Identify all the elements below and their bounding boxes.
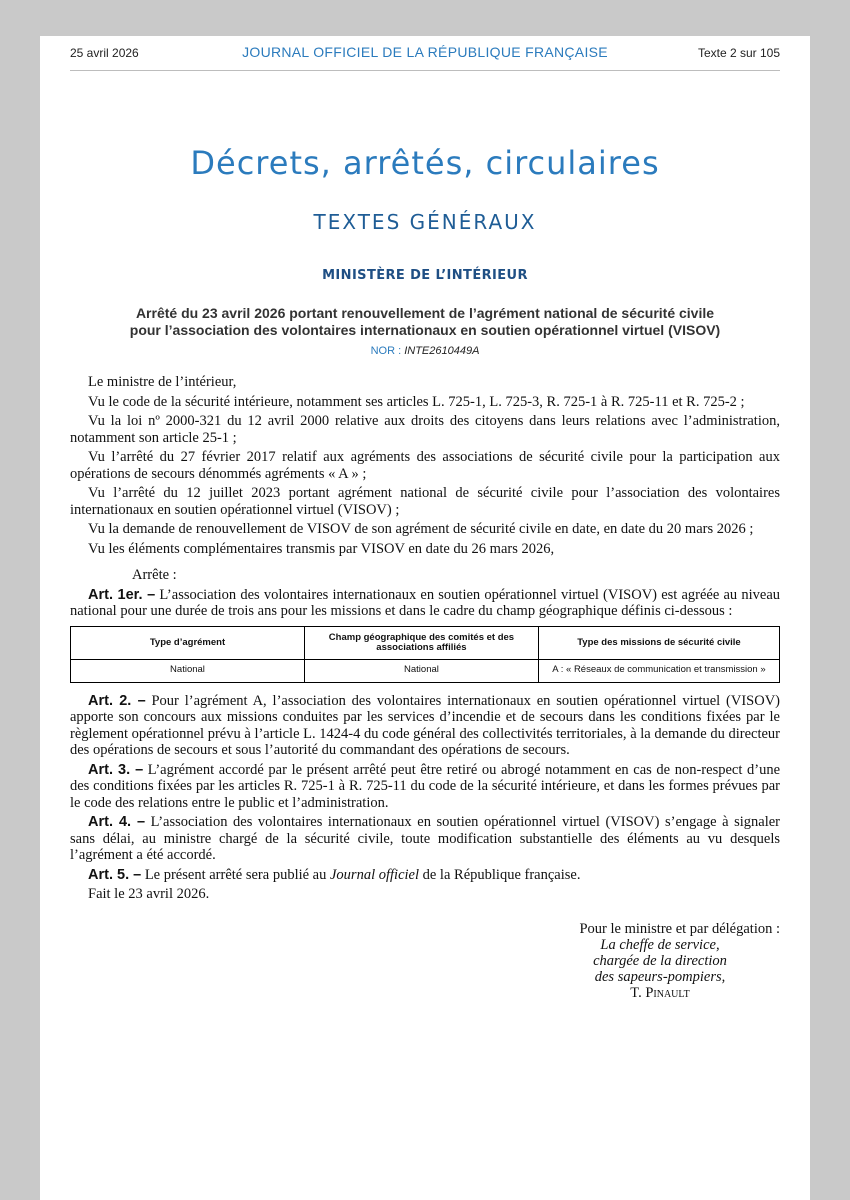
- section-title: Décrets, arrêtés, circulaires: [190, 144, 660, 182]
- article-2: [70, 693, 780, 759]
- table-header-cell: Type des missions de sécurité civile: [538, 626, 779, 659]
- article-3-label: Art. 3. –: [88, 761, 144, 778]
- table-header-cell: Champ géographique des comités et des associations affiliés: [304, 626, 538, 659]
- article-1-label: Art. 1er. –: [88, 586, 156, 603]
- act-title: [70, 305, 780, 339]
- nor-reference: [70, 345, 780, 357]
- sub-title: TEXTES GÉNÉRAUX: [313, 210, 537, 234]
- article-5-text-before: Le présent arrêté sera publié au: [141, 866, 330, 883]
- nor-label: NOR :: [370, 345, 405, 357]
- preamble-visa-3: Vu l’arrêté du 27 février 2017 relatif aux agréments des associations de sécurité civile pour la participation aux opérations de secours dénommés agréments « A » ;: [70, 449, 780, 482]
- article-1: [70, 587, 780, 620]
- act-title-line-1: Arrêté du 23 avril 2026 portant renouvellement de l’agrément national de sécurité civile: [135, 305, 715, 321]
- table-cell: National: [71, 659, 305, 682]
- signature-block: [540, 921, 780, 1001]
- table-cell: National: [304, 659, 538, 682]
- article-4-text: L’association des volontaires internationaux en soutien opérationnel virtuel (VISOV) s’engage à signaler sans délai, au ministre chargé de la sécurité civile, toute modification substantielle des éléments au vu desquels l’agrément a été accordé.: [70, 814, 781, 863]
- signature-line-3: des sapeurs-pompiers,: [594, 968, 726, 985]
- table-cell: A : « Réseaux de communication et transmission »: [538, 659, 779, 682]
- done-date: Fait le 23 avril 2026.: [88, 886, 210, 902]
- arrete-label: Arrête :: [132, 567, 177, 583]
- journal-officiel-mention: Journal officiel: [330, 866, 419, 883]
- article-3-text: L’agrément accordé par le présent arrêté peut être retiré ou abrogé notamment en cas de non-respect d’une des conditions fixées par les articles R. 725-1 à R. 725-11 du code de la sécurité intérieure, et dans les formes prévues par le code des relations entre le public et l’administration.: [70, 761, 780, 811]
- preamble-minister: Le ministre de l’intérieur,: [88, 374, 237, 390]
- article-5-label: Art. 5. –: [88, 866, 142, 883]
- document-body: [70, 374, 780, 903]
- article-4: [70, 814, 780, 864]
- journal-title: JOURNAL OFFICIEL DE LA RÉPUBLIQUE FRANÇAISE: [242, 44, 608, 60]
- signature-line-1: La cheffe de service,: [600, 936, 720, 953]
- signature-intro: Pour le ministre et par délégation :: [579, 920, 780, 937]
- article-2-label: Art. 2. –: [88, 692, 146, 709]
- article-1-text: L’association des volontaires internationaux en soutien opérationnel virtuel (VISOV) est agréée au niveau national pour une durée de trois ans pour les missions et dans le cadre du champ géographique définis ci-dessous :: [70, 586, 781, 619]
- article-5-text-after: de la République française.: [419, 866, 581, 883]
- article-2-text: Pour l’agrément A, l’association des volontaires internationaux en soutien opérationnel virtuel (VISOV) apporte son concours aux missions conduites par les services d’incendie et de secours dans les conditions fixées par le règlement opérationnel prévu à l’article L. 1424-4 du code général des collectivités territoriales, à la demande du directeur des opérations de secours et sous l’autorité du commandant des opérations de secours.: [70, 692, 780, 758]
- nor-value: INTE2610449A: [404, 345, 480, 357]
- signature-line-2: chargée de la direction: [593, 952, 727, 969]
- page-sheet: [40, 36, 810, 1200]
- publication-date: 25 avril 2026: [70, 46, 139, 60]
- table-row: [71, 659, 780, 682]
- preamble-visa-5: Vu la demande de renouvellement de VISOV de son agrément de sécurité civile en date, en date du 20 mars 2026 ;: [88, 521, 754, 537]
- preamble-visa-6: Vu les éléments complémentaires transmis par VISOV en date du 26 mars 2026,: [88, 540, 555, 557]
- table-header-cell: Type d’agrément: [71, 626, 305, 659]
- signatory-name: T. Pinault: [630, 984, 690, 1001]
- running-header: [70, 36, 780, 71]
- article-4-label: Art. 4. –: [88, 814, 146, 830]
- article-5: [70, 867, 780, 884]
- table-header-row: [71, 626, 780, 659]
- text-count: Texte 2 sur 105: [697, 46, 780, 60]
- ministry-name: MINISTÈRE DE L’INTÉRIEUR: [322, 268, 528, 283]
- article-3: [70, 762, 780, 812]
- agrement-table: [70, 626, 780, 683]
- preamble-visa-4: Vu l’arrêté du 12 juillet 2023 portant agrément national de sécurité civile pour l’association des volontaires internationaux en soutien opérationnel virtuel (VISOV) ;: [70, 485, 780, 518]
- preamble-visa-2: Vu la loi nº 2000-321 du 12 avril 2000 relative aux droits des citoyens dans leurs relations avec l’administration, notamment son article 25-1 ;: [70, 413, 780, 446]
- act-title-line-2: pour l’association des volontaires internationaux en soutien opérationnel virtuel (VISOV): [129, 322, 721, 338]
- preamble-visa-1: Vu le code de la sécurité intérieure, notamment ses articles L. 725-1, L. 725-3, R. 725-1 à R. 725-11 et R. 725-2 ;: [88, 393, 745, 410]
